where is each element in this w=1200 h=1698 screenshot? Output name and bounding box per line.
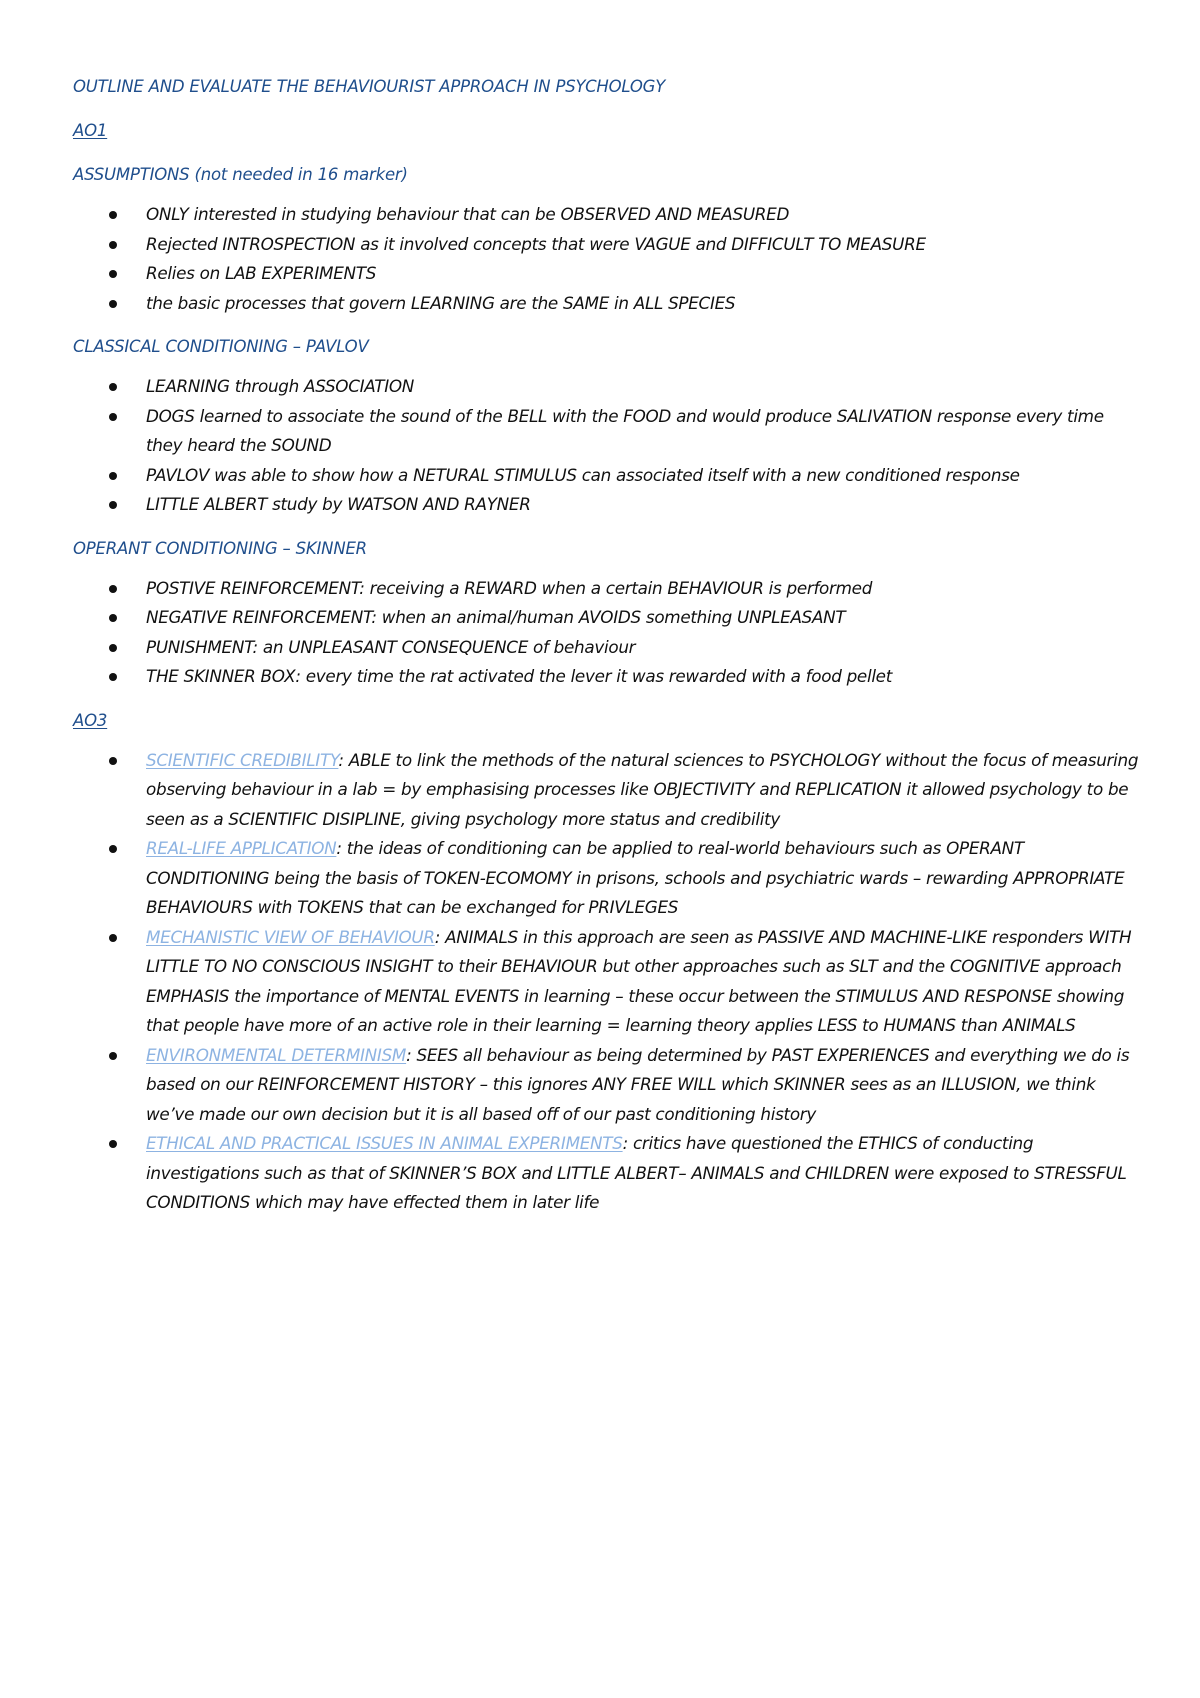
bullet-icon — [109, 757, 117, 765]
list-item — [73, 230, 1143, 260]
list-item-text: : SEES all behaviour as being determined by PAST EXPERIENCES and everything we do is based on our REINFORCEMENT HISTORY – this ignores ANY FREE WILL which SKINNER sees as an ILLUSION, we think we’ve made our own decision but it is all based off of our past conditioning history — [146, 1044, 1130, 1124]
scientific-credibility-link[interactable]: SCIENTIFIC CREDIBILITY — [146, 749, 339, 770]
list-item — [73, 1041, 1143, 1130]
bullet-icon — [109, 673, 117, 681]
list-item — [73, 633, 1143, 663]
list-item — [73, 746, 1143, 835]
list-item-text: : ANIMALS in this approach are seen as PASSIVE AND MACHINE-LIKE responders WITH LITTLE TO NO CONSCIOUS INSIGHT to their BEHAVIOUR but other approaches such as SLT and the COGNITIVE approach EMPHASIS the importance of MENTAL EVENTS in learning – these occur between the STIMULUS AND RESPONSE showing that people have more of an active role in their learning = learning theory applies LESS to HUMANS than ANIMALS — [146, 926, 1132, 1035]
bullet-icon — [109, 413, 117, 421]
bullet-icon — [109, 211, 117, 219]
list-item-text: LEARNING through ASSOCIATION — [146, 376, 415, 396]
list-item-text: the basic processes that govern LEARNING are the SAME in ALL SPECIES — [146, 292, 736, 313]
list-item — [73, 461, 1143, 491]
bullet-icon — [109, 270, 117, 278]
bullet-icon — [109, 644, 117, 652]
list-item-text: Relies on LAB EXPERIMENTS — [146, 263, 377, 283]
bullet-icon — [109, 472, 117, 480]
list-item-text: LITTLE ALBERT study by WATSON AND RAYNER — [146, 494, 531, 514]
list-item-text: NEGATIVE REINFORCEMENT: when an animal/human AVOIDS something UNPLEASANT — [146, 607, 846, 627]
list-item-text: ONLY interested in studying behaviour that can be OBSERVED AND MEASURED — [146, 204, 790, 224]
list-item-text: PUNISHMENT: an UNPLEASANT CONSEQUENCE of behaviour — [146, 636, 636, 657]
bullet-icon — [109, 1140, 117, 1148]
list-item-text: : ABLE to link the methods of the natural sciences to PSYCHOLOGY without the focus of measuring observing behaviour in a lab = by emphasising processes like OBJECTIVITY and REPLICATION it allowed psychology to be seen as a SCIENTIFIC DISIPLINE, giving psychology more status and credibility — [146, 749, 1139, 829]
list-item — [73, 834, 1143, 923]
list-item — [73, 603, 1143, 633]
list-item — [73, 372, 1143, 402]
classical-conditioning-list — [73, 372, 1143, 520]
document-title: OUTLINE AND EVALUATE THE BEHAVIOURIST APPROACH IN PSYCHOLOGY — [73, 77, 666, 96]
ethical-practical-issues-link[interactable]: ETHICAL AND PRACTICAL ISSUES IN ANIMAL EXPERIMENTS — [146, 1133, 623, 1153]
operant-conditioning-list — [73, 574, 1143, 692]
list-item-text: : critics have questioned the ETHICS of conducting investigations such as that of SKINNER’S BOX and LITTLE ALBERT– ANIMALS and CHILDREN were exposed to STRESSFUL CONDITIONS which may have effected them in later life — [146, 1133, 1127, 1212]
evaluation-list — [73, 746, 1143, 1218]
list-item-text: DOGS learned to associate the sound of the BELL with the FOOD and would produce SALIVATION response every time they heard the SOUND — [146, 405, 1104, 455]
list-item — [73, 289, 1143, 319]
list-item — [73, 574, 1143, 604]
ao1-heading: AO1 — [73, 121, 108, 140]
bullet-icon — [109, 1052, 117, 1060]
list-item — [73, 662, 1143, 692]
mechanistic-view-link[interactable]: MECHANISTIC VIEW OF BEHAVIOUR — [146, 926, 435, 947]
bullet-icon — [109, 300, 117, 308]
list-item — [73, 490, 1143, 520]
list-item — [73, 923, 1143, 1041]
list-item — [73, 259, 1143, 289]
bullet-icon — [109, 383, 117, 391]
environmental-determinism-link[interactable]: ENVIRONMENTAL DETERMINISM — [146, 1044, 407, 1065]
ao3-heading: AO3 — [73, 710, 108, 730]
bullet-icon — [109, 241, 117, 249]
list-item — [73, 402, 1143, 461]
list-item-text: : the ideas of conditioning can be applied to real-world behaviours such as OPERANT CONDITIONING being the basis of TOKEN-ECOMOMY in prisons, schools and psychiatric wards – rewarding APPROPRIATE BEHAVIOURS with TOKENS that can be exchanged for PRIVLEGES — [146, 838, 1125, 917]
bullet-icon — [109, 501, 117, 509]
list-item — [73, 200, 1143, 230]
real-life-application-link[interactable]: REAL-LIFE APPLICATION — [146, 838, 337, 858]
classical-conditioning-heading: CLASSICAL CONDITIONING – PAVLOV — [73, 337, 369, 356]
list-item-text: PAVLOV was able to show how a NETURAL STIMULUS can associated itself with a new conditioned response — [146, 464, 1020, 485]
bullet-icon — [109, 585, 117, 593]
assumptions-list — [73, 200, 1143, 318]
assumptions-heading: ASSUMPTIONS (not needed in 16 marker) — [73, 165, 408, 184]
bullet-icon — [109, 614, 117, 622]
list-item-text: POSTIVE REINFORCEMENT: receiving a REWARD when a certain BEHAVIOUR is performed — [146, 577, 873, 598]
bullet-icon — [109, 845, 117, 853]
bullet-icon — [109, 934, 117, 942]
document-body — [73, 72, 1143, 1218]
operant-conditioning-heading: OPERANT CONDITIONING – SKINNER — [73, 538, 367, 558]
list-item-text: THE SKINNER BOX: every time the rat activated the lever it was rewarded with a food pellet — [146, 666, 892, 686]
list-item — [73, 1129, 1143, 1218]
list-item-text: Rejected INTROSPECTION as it involved concepts that were VAGUE and DIFFICULT TO MEASURE — [146, 233, 926, 254]
